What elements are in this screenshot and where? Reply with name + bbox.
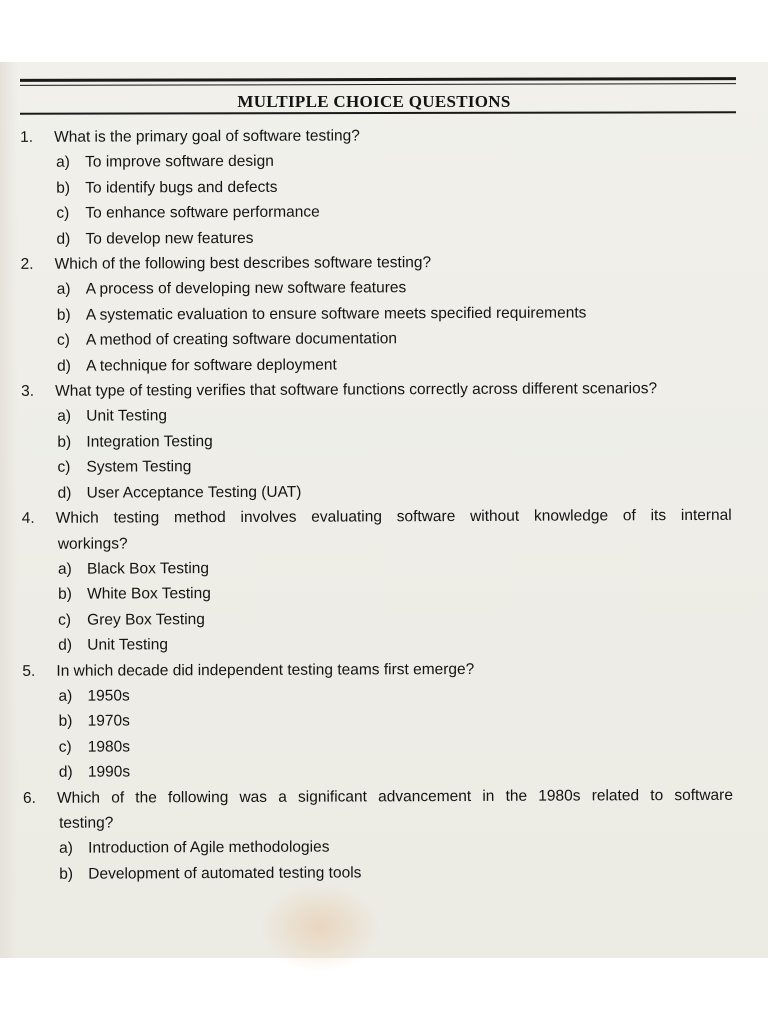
option-letter: d)	[57, 484, 72, 502]
option-letter: c)	[58, 738, 72, 756]
option-c	[1, 325, 768, 354]
option-a	[0, 147, 768, 176]
option-text: Introduction of Agile methodologies	[88, 838, 330, 857]
option-c	[3, 731, 768, 760]
option-letter: c)	[56, 331, 70, 350]
option-c	[2, 604, 768, 633]
option-letter: d)	[56, 230, 71, 248]
option-d	[2, 630, 768, 659]
option-letter: a)	[59, 840, 73, 858]
option-text: A systematic evaluation to ensure software meets specified requirements	[85, 304, 587, 324]
question-2	[1, 249, 768, 379]
option-b	[0, 172, 768, 201]
question-5	[2, 655, 768, 785]
option-letter: b)	[58, 713, 73, 731]
option-text: Black Box Testing	[86, 559, 210, 578]
question-text: Which testing method involves evaluating software without knowledge of its internal	[55, 506, 732, 527]
question-text: Which of the following best describes software testing?	[54, 254, 432, 273]
question-4	[2, 503, 768, 659]
option-letter: a)	[58, 687, 73, 705]
question-1	[0, 122, 768, 252]
question-text: Which of the following was a significant advancement in the 1980s related to software	[56, 786, 733, 807]
question-text-continued: workings?	[57, 534, 128, 553]
question-3	[1, 376, 768, 506]
option-text: 1950s	[87, 687, 130, 705]
option-letter: c)	[57, 458, 71, 477]
option-letter: d)	[58, 636, 73, 654]
option-text: 1970s	[87, 712, 130, 730]
option-a	[1, 274, 768, 303]
section-title: MULTIPLE CHOICE QUESTIONS	[237, 92, 511, 111]
option-letter: a)	[57, 560, 72, 578]
option-letter: c)	[56, 204, 70, 222]
question-number: 4.	[21, 509, 35, 528]
option-a	[3, 833, 768, 862]
option-d	[2, 477, 768, 506]
option-a	[2, 681, 768, 710]
option-letter: b)	[59, 865, 74, 883]
option-letter: b)	[56, 179, 71, 197]
option-d	[0, 223, 768, 252]
question-number: 1.	[20, 128, 34, 146]
option-b	[1, 427, 768, 456]
option-letter: d)	[58, 763, 73, 781]
option-b	[3, 858, 768, 887]
question-number: 2.	[20, 255, 34, 273]
question-number: 3.	[21, 382, 35, 400]
option-text: User Acceptance Testing (UAT)	[86, 483, 302, 502]
option-text: Unit Testing	[86, 407, 168, 426]
option-a	[2, 554, 768, 583]
option-letter: a)	[56, 154, 70, 172]
option-text: To identify bugs and defects	[85, 178, 278, 197]
option-b	[2, 579, 768, 608]
option-text: Unit Testing	[87, 636, 169, 654]
option-letter: b)	[56, 306, 71, 324]
option-c	[0, 198, 768, 227]
question-6	[3, 782, 768, 887]
option-text: Integration Testing	[86, 432, 213, 451]
option-text: Grey Box Testing	[87, 610, 205, 629]
question-number: 5.	[22, 662, 36, 680]
option-text: Development of automated testing tools	[88, 864, 362, 883]
question-list	[0, 122, 768, 888]
option-d	[1, 350, 768, 379]
question-text-continued: testing?	[59, 814, 114, 832]
question-text: What is the primary goal of software testing?	[54, 127, 360, 146]
option-letter: a)	[56, 281, 71, 299]
option-letter: c)	[58, 611, 72, 629]
option-text: A process of developing new software features	[85, 279, 407, 299]
option-text: System Testing	[86, 458, 192, 476]
question-text: In which decade did independent testing teams first emerge?	[56, 660, 475, 680]
option-text: 1990s	[87, 763, 131, 781]
option-letter: a)	[57, 408, 72, 426]
option-text: A method of creating software documentation	[85, 330, 398, 349]
question-text: What type of testing verifies that software functions correctly across different scenarios?	[55, 380, 658, 400]
option-c	[1, 452, 768, 481]
option-letter: b)	[57, 433, 72, 451]
option-letter: b)	[58, 586, 72, 604]
option-b	[1, 299, 768, 328]
option-letter: d)	[57, 357, 71, 375]
option-text: To develop new features	[85, 229, 254, 248]
option-text: 1980s	[87, 738, 130, 756]
option-d	[3, 757, 768, 786]
option-a	[1, 401, 768, 430]
option-text: A technique for software deployment	[86, 356, 337, 375]
option-text: To improve software design	[85, 153, 274, 172]
option-text: White Box Testing	[87, 585, 211, 603]
option-b	[3, 706, 768, 735]
question-number: 6.	[22, 789, 36, 807]
option-text: To enhance software performance	[85, 203, 320, 222]
